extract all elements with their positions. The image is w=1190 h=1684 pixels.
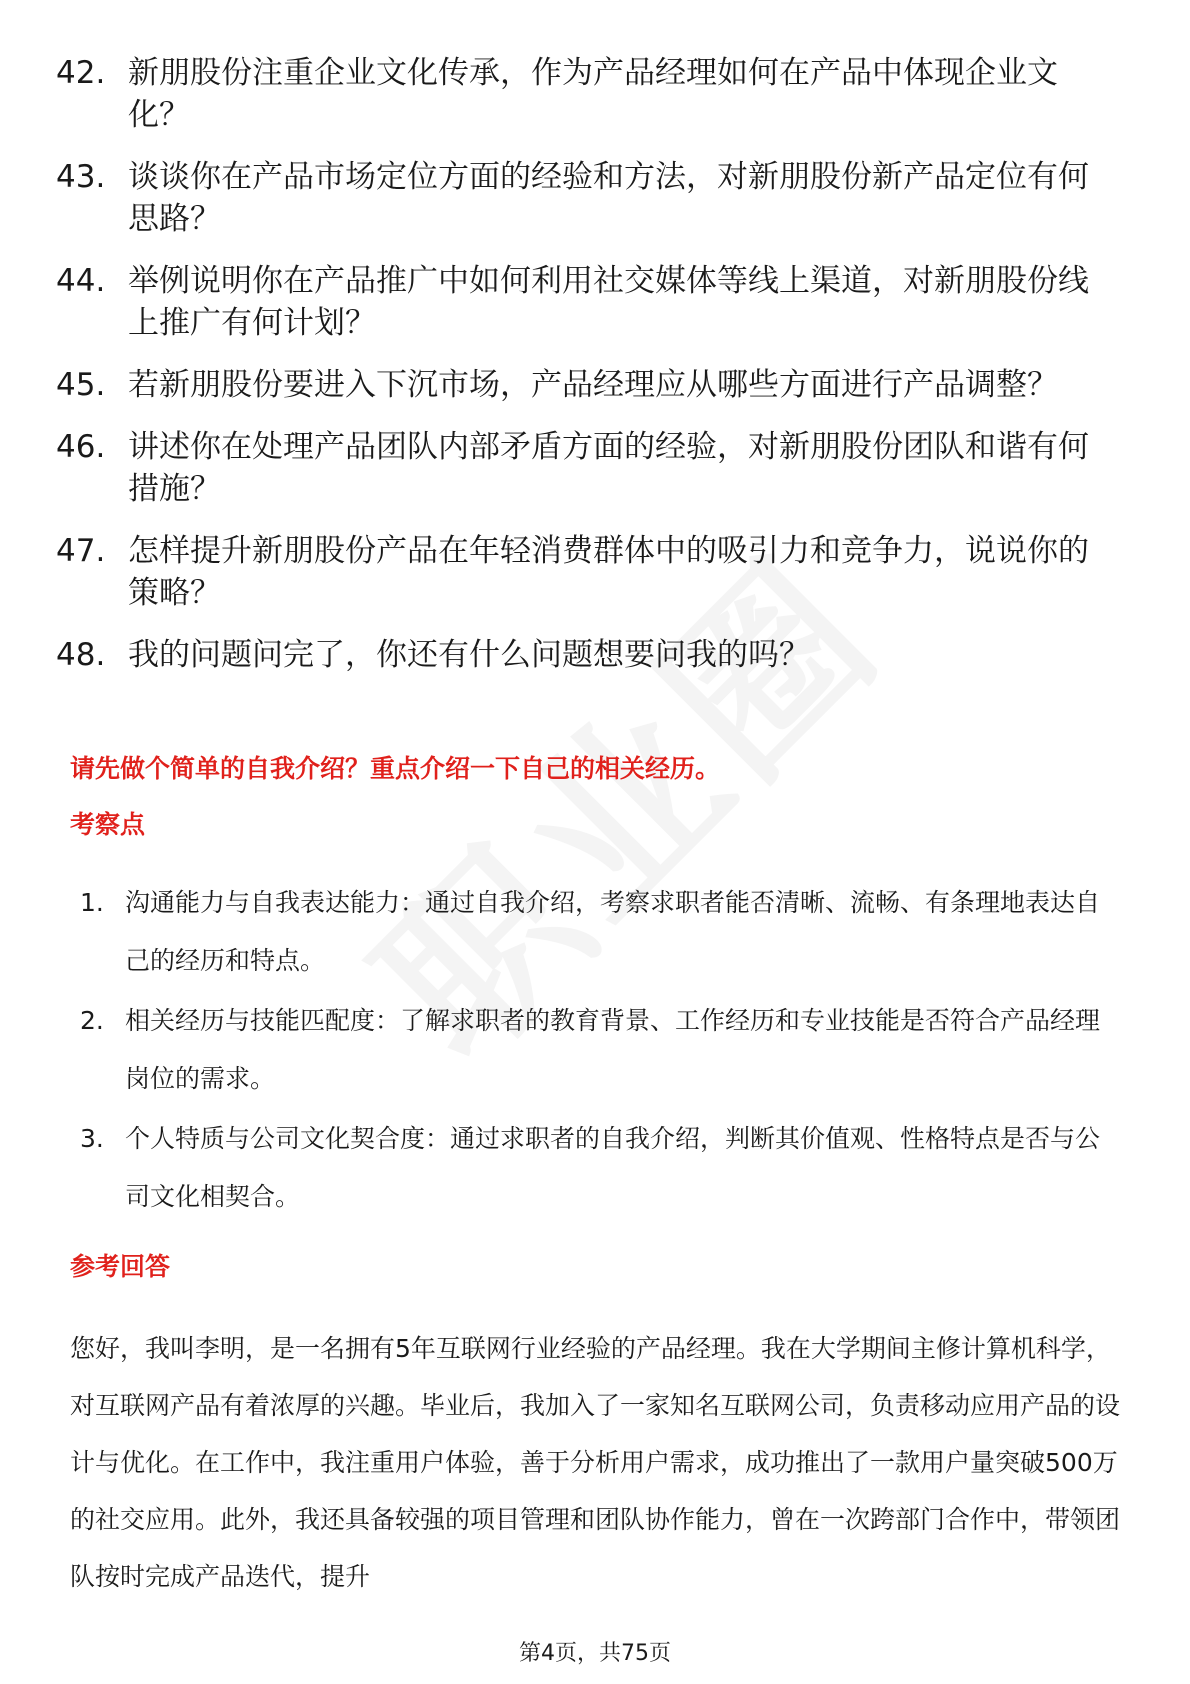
question-number: 44. — [56, 263, 106, 299]
question-number: 48. — [56, 637, 106, 673]
question-item — [56, 530, 1116, 614]
question-text: 我的问题问完了，你还有什么问题想要问我的吗？ — [128, 637, 810, 673]
question-list — [56, 52, 1116, 696]
question-text: 举例说明你在产品推广中如何利用社交媒体等线上渠道，对新朋股份线上推广有何计划？ — [128, 263, 1089, 341]
question-number: 46. — [56, 429, 106, 465]
assessment-number: 3. — [80, 1124, 104, 1153]
question-text: 谈谈你在产品市场定位方面的经验和方法，对新朋股份新产品定位有何思路？ — [128, 159, 1089, 237]
question-item — [56, 634, 1116, 676]
assessment-list — [80, 874, 1120, 1228]
question-number: 45. — [56, 367, 106, 403]
reference-heading: 参考回答 — [70, 1252, 171, 1281]
reference-answer: 您好，我叫李明，是一名拥有5年互联网行业经验的产品经理。我在大学期间主修计算机科学，对互联网产品有着浓厚的兴趣。毕业后，我加入了一家知名互联网公司，负责移动应用产品的设计与优化。在工作中，我注重用户体验，善于分析用户需求，成功推出了一款用户量突破500万的社交应用。此外，我还具备较强的项目管理和团队协作能力，曾在一次跨部门合作中，带领团队按时完成产品迭代，提升 — [70, 1334, 1121, 1591]
question-item — [56, 364, 1116, 406]
question-item — [56, 156, 1116, 240]
question-number: 43. — [56, 159, 106, 195]
assessment-number: 1. — [80, 888, 104, 917]
question-item — [56, 260, 1116, 344]
intro-question-heading: 请先做个简单的自我介绍？重点介绍一下自己的相关经历。 — [70, 754, 721, 783]
question-number: 42. — [56, 55, 106, 91]
question-text: 讲述你在处理产品团队内部矛盾方面的经验，对新朋股份团队和谐有何措施？ — [128, 429, 1089, 507]
page-footer: 第4页，共75页 — [519, 1641, 671, 1666]
assessment-text: 相关经历与技能匹配度：了解求职者的教育背景、工作经历和专业技能是否符合产品经理岗位的需求。 — [125, 1006, 1101, 1093]
assessment-heading: 考察点 — [70, 810, 146, 839]
question-item — [56, 426, 1116, 510]
assessment-text: 个人特质与公司文化契合度：通过求职者的自我介绍，判断其价值观、性格特点是否与公司文化相契合。 — [125, 1124, 1101, 1211]
assessment-number: 2. — [80, 1006, 104, 1035]
question-item — [56, 52, 1116, 136]
assessment-item — [80, 874, 1120, 990]
question-text: 怎样提升新朋股份产品在年轻消费群体中的吸引力和竞争力，说说你的策略？ — [128, 533, 1089, 611]
assessment-item — [80, 1110, 1120, 1226]
question-number: 47. — [56, 533, 106, 569]
question-text: 若新朋股份要进入下沉市场，产品经理应从哪些方面进行产品调整？ — [128, 367, 1058, 403]
question-text: 新朋股份注重企业文化传承，作为产品经理如何在产品中体现企业文化？ — [128, 55, 1058, 133]
assessment-text: 沟通能力与自我表达能力：通过自我介绍，考察求职者能否清晰、流畅、有条理地表达自己的经历和特点。 — [125, 888, 1101, 975]
assessment-item — [80, 992, 1120, 1108]
